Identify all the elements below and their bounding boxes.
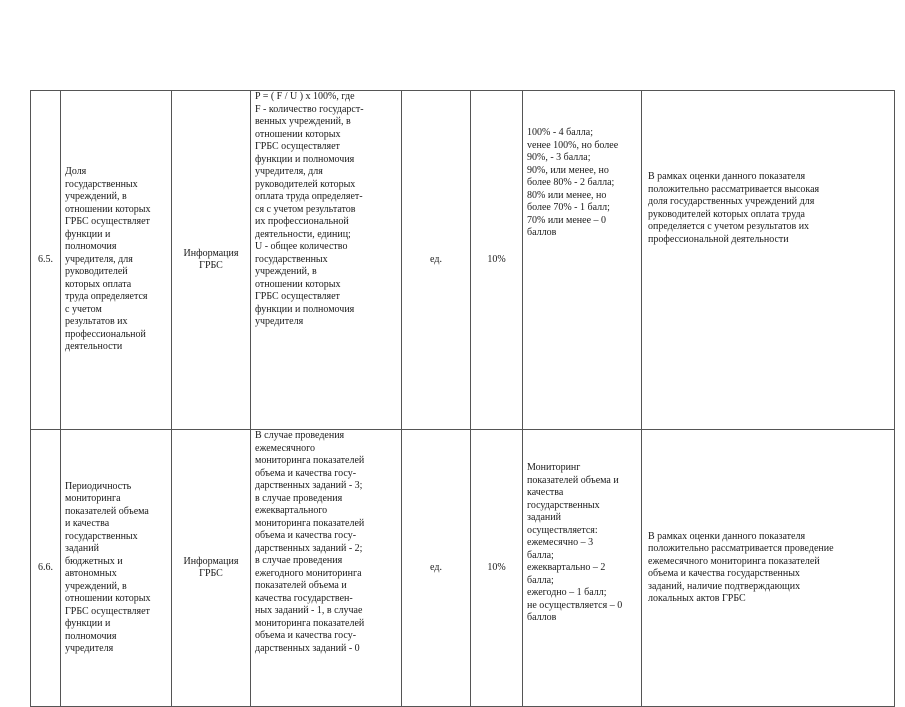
data-source: Информация ГРБС xyxy=(172,91,251,430)
indicator-comment: В рамках оценки данного показателя положительно рассматривается высокая доля государственных учреждений для руководителей которых оплата труда определяется с учетом результатов их профессиональной деятельности xyxy=(642,91,895,430)
scoring-scale: 100% - 4 балла; vенее 100%, но более 90%, - 3 балла; 90%, или менее, но более 80% - 2 балла; 80% или менее, но более 70% - 1 балл; 70% или менее – 0 баллов xyxy=(523,91,642,430)
table-row xyxy=(31,430,895,707)
row-number: 6.5. xyxy=(31,91,61,430)
calculation-formula: P = ( F / U ) x 100%, где F - количество государст- венных учреждений, в отношении которых ГРБС осуществляет функции и полномочия учредителя, для руководителей которых оплата труда определяет- ся с учетом результатов их профессиональной деятельности, единиц; U - общее количество государственных учреждений, в отношении которых ГРБС осуществляет функции и полномочия учредителя xyxy=(251,91,402,430)
indicator-weight: 10% xyxy=(471,430,523,707)
calculation-formula: В случае проведения ежемесячного мониторинга показателей объема и качества госу- дарственных заданий - 3; в случае проведения ежеквартального мониторинга показателей объема и качества госу- дарственных заданий - 2; в случае проведения ежегодного мониторинга показателей объема и качества государствен- ных заданий - 1, в случае мониторинга показателей объема и качества госу- дарственных заданий - 0 xyxy=(251,430,402,707)
row-number: 6.6. xyxy=(31,430,61,707)
indicator-comment: В рамках оценки данного показателя положительно рассматривается проведение ежемесячного мониторинга показателей объема и качества государственных заданий, наличие подтверждающих локальных актов ГРБС xyxy=(642,430,895,707)
unit-of-measure: ед. xyxy=(402,91,471,430)
scoring-scale: Мониторинг показателей объема и качества государственных заданий осуществляется: ежемесячно – 3 балла; ежеквартально – 2 балла; ежегодно – 1 балл; не осуществляется – 0 баллов xyxy=(523,430,642,707)
indicator-name: Доля государственных учреждений, в отношении которых ГРБС осуществляет функции и полномочия учредителя, для руководителей которых оплата труда определяется с учетом результатов их профессиональной деятельности xyxy=(61,91,172,430)
indicator-weight: 10% xyxy=(471,91,523,430)
table-row xyxy=(31,91,895,430)
unit-of-measure: ед. xyxy=(402,430,471,707)
data-source: Информация ГРБС xyxy=(172,430,251,707)
indicators-table xyxy=(30,90,895,707)
indicator-name: Периодичность мониторинга показателей объема и качества государственных заданий бюджетных и автономных учреждений, в отношении которых ГРБС осуществляет функции и полномочия учредителя xyxy=(61,430,172,707)
